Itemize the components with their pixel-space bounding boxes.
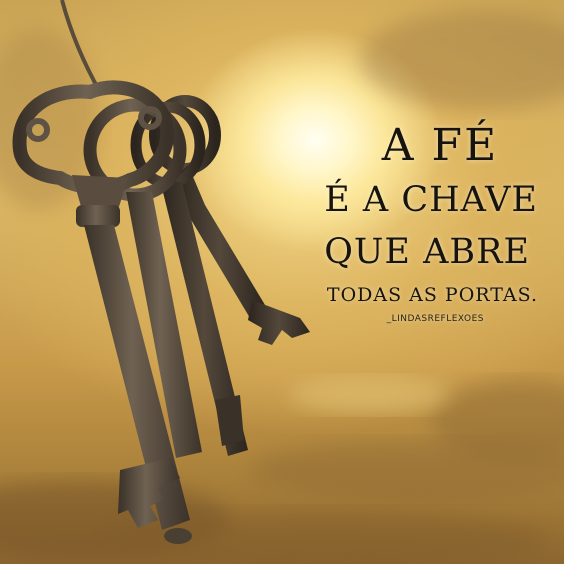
- quote-text-block: [300, 118, 550, 326]
- quote-line-1: A FÉ: [381, 120, 499, 171]
- quote-line-4: TODAS AS PORTAS.: [326, 284, 538, 306]
- author-credit: _LINDASREFLEXOES: [386, 314, 484, 324]
- quote-line-2: É A CHAVE: [324, 180, 538, 220]
- quote-line-3: QUE ABRE: [324, 232, 530, 272]
- string: [62, 0, 100, 92]
